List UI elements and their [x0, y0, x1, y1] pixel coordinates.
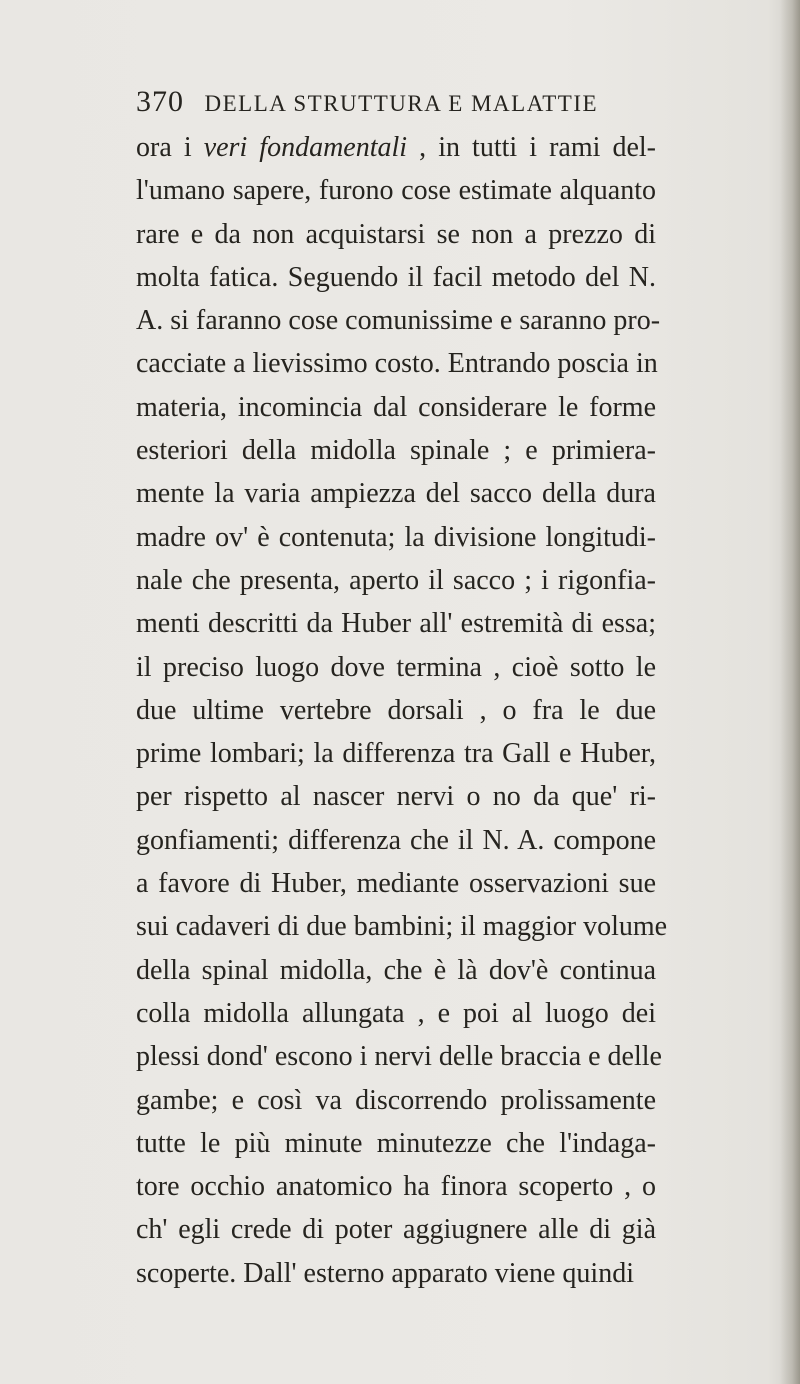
text-line: tore occhio anatomico ha finora scoperto , o — [136, 1171, 656, 1203]
text-line: madre ov' è contenuta; la divisione longitudi- — [136, 521, 656, 553]
text-line: plessi dond' escono i nervi delle braccia e delle — [136, 1041, 662, 1073]
text-line: ora i veri fondamentali , in tutti i rami del- — [136, 132, 657, 163]
page-edge-shadow — [780, 0, 800, 1384]
text-line: esteriori della midolla spinale ; e primiera- — [136, 435, 656, 467]
running-header — [136, 82, 656, 122]
text-line: colla midolla allungata , e poi al luogo dei — [136, 997, 656, 1029]
running-title: DELLA STRUTTURA E MALATTIE — [204, 91, 599, 116]
text-line: ch' egli crede di poter aggiugnere alle di già — [136, 1214, 656, 1246]
text-line: menti descritti da Huber all' estremità di essa; — [136, 608, 656, 640]
text-line: tutte le più minute minutezze che l'indaga- — [136, 1127, 656, 1159]
text-line: prime lombari; la differenza tra Gall e Huber, — [136, 738, 656, 770]
text-line: mente la varia ampiezza del sacco della dura — [136, 478, 656, 510]
text-line: gambe; e così va discorrendo prolissamente — [136, 1084, 656, 1116]
text-line: gonfiamenti; differenza che il N. A. compone — [136, 824, 656, 856]
text-line: cacciate a lievissimo costo. Entrando poscia in — [136, 348, 658, 380]
emphasis-text: veri fondamentali — [203, 132, 408, 163]
text-line: nale che presenta, aperto il sacco ; i rigonfia- — [136, 564, 656, 596]
text-line: sui cadaveri di due bambini; il maggior volume — [136, 911, 668, 943]
text-line: scoperte. Dall' esterno apparato viene quindi — [136, 1257, 634, 1289]
page-number: 370 — [136, 85, 184, 118]
text-line: materia, incomincia dal considerare le forme — [136, 391, 656, 423]
text-line: molta fatica. Seguendo il facil metodo del N. — [136, 261, 656, 293]
text-line: rare e da non acquistarsi se non a prezzo di — [136, 218, 656, 250]
text-line: il preciso luogo dove termina , cioè sotto le — [136, 651, 656, 683]
text-line: A. si faranno cose comunissime e saranno pro- — [136, 305, 661, 337]
text-line: della spinal midolla, che è là dov'è continua — [136, 954, 656, 986]
text-line: per rispetto al nascer nervi o no da que' ri- — [136, 781, 656, 813]
text-line: l'umano sapere, furono cose estimate alquanto — [136, 175, 656, 207]
text-line: a favore di Huber, mediante osservazioni sue — [136, 868, 656, 900]
text-line: due ultime vertebre dorsali , o fra le due — [136, 694, 656, 726]
body-text — [136, 126, 668, 1295]
